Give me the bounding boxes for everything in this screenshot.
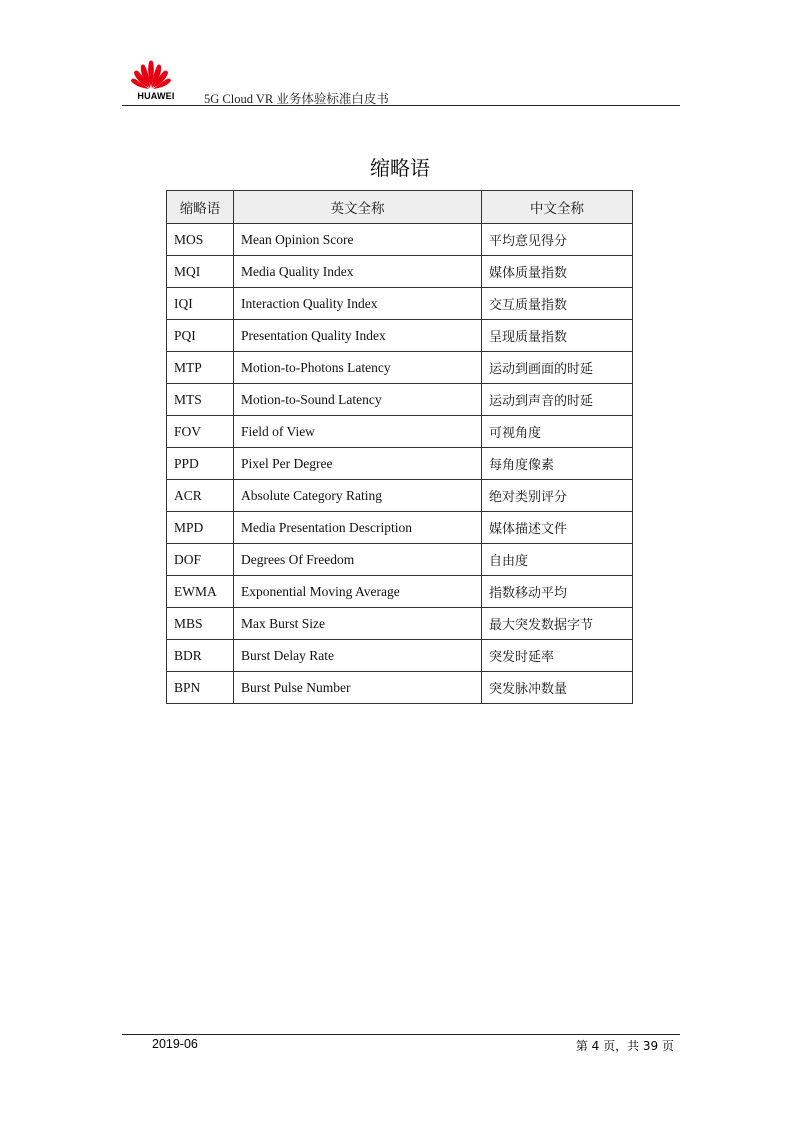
cell-chinese-name: 绝对类别评分 bbox=[482, 480, 633, 512]
page-header bbox=[122, 55, 680, 106]
cell-chinese-name: 平均意见得分 bbox=[482, 224, 633, 256]
table-row bbox=[167, 672, 633, 704]
table-row bbox=[167, 224, 633, 256]
table-row bbox=[167, 256, 633, 288]
table-body bbox=[167, 224, 633, 704]
cell-english-name: Media Presentation Description bbox=[234, 512, 482, 544]
cell-chinese-name: 媒体质量指数 bbox=[482, 256, 633, 288]
table-row bbox=[167, 576, 633, 608]
cell-chinese-name: 可视角度 bbox=[482, 416, 633, 448]
cell-chinese-name: 指数移动平均 bbox=[482, 576, 633, 608]
table-row bbox=[167, 384, 633, 416]
huawei-logo bbox=[128, 55, 174, 101]
table-row bbox=[167, 320, 633, 352]
cell-english-name: Max Burst Size bbox=[234, 608, 482, 640]
cell-chinese-name: 运动到画面的时延 bbox=[482, 352, 633, 384]
footer-page-number: 第 4 页，共 39 页 bbox=[575, 1039, 674, 1053]
cell-chinese-name: 自由度 bbox=[482, 544, 633, 576]
header-chinese-name: 中文全称 bbox=[482, 191, 633, 224]
cell-chinese-name: 媒体描述文件 bbox=[482, 512, 633, 544]
page-title: 缩略语 bbox=[370, 156, 430, 180]
cell-abbreviation: DOF bbox=[167, 544, 234, 576]
cell-abbreviation: BPN bbox=[167, 672, 234, 704]
cell-abbreviation: PQI bbox=[167, 320, 234, 352]
cell-english-name: Media Quality Index bbox=[234, 256, 482, 288]
table-row bbox=[167, 416, 633, 448]
table-row bbox=[167, 448, 633, 480]
table-row bbox=[167, 544, 633, 576]
header-english-name: 英文全称 bbox=[234, 191, 482, 224]
header-abbreviation: 缩略语 bbox=[167, 191, 234, 224]
cell-abbreviation: PPD bbox=[167, 448, 234, 480]
table-row bbox=[167, 288, 633, 320]
cell-english-name: Field of View bbox=[234, 416, 482, 448]
cell-english-name: Burst Delay Rate bbox=[234, 640, 482, 672]
cell-english-name: Motion-to-Photons Latency bbox=[234, 352, 482, 384]
cell-chinese-name: 运动到声音的时延 bbox=[482, 384, 633, 416]
cell-abbreviation: MTS bbox=[167, 384, 234, 416]
cell-abbreviation: EWMA bbox=[167, 576, 234, 608]
cell-english-name: Interaction Quality Index bbox=[234, 288, 482, 320]
footer-date: 2019-06 bbox=[152, 1037, 198, 1051]
cell-english-name: Presentation Quality Index bbox=[234, 320, 482, 352]
table-row bbox=[167, 640, 633, 672]
cell-chinese-name: 交互质量指数 bbox=[482, 288, 633, 320]
cell-abbreviation: MPD bbox=[167, 512, 234, 544]
cell-abbreviation: MTP bbox=[167, 352, 234, 384]
cell-abbreviation: FOV bbox=[167, 416, 234, 448]
cell-chinese-name: 每角度像素 bbox=[482, 448, 633, 480]
brand-wordmark: HUAWEI bbox=[137, 91, 175, 101]
cell-english-name: Pixel Per Degree bbox=[234, 448, 482, 480]
cell-abbreviation: IQI bbox=[167, 288, 234, 320]
table-row bbox=[167, 480, 633, 512]
cell-abbreviation: MQI bbox=[167, 256, 234, 288]
cell-chinese-name: 突发时延率 bbox=[482, 640, 633, 672]
cell-english-name: Absolute Category Rating bbox=[234, 480, 482, 512]
abbreviation-table bbox=[166, 190, 633, 704]
cell-english-name: Motion-to-Sound Latency bbox=[234, 384, 482, 416]
cell-chinese-name: 突发脉冲数量 bbox=[482, 672, 633, 704]
table-row bbox=[167, 608, 633, 640]
document-title: 5G Cloud VR 业务体验标准白皮书 bbox=[204, 92, 389, 106]
cell-abbreviation: ACR bbox=[167, 480, 234, 512]
cell-abbreviation: MOS bbox=[167, 224, 234, 256]
table-row bbox=[167, 352, 633, 384]
page-footer bbox=[122, 1034, 680, 1055]
table-header-row bbox=[167, 191, 633, 224]
huawei-petal-icon bbox=[130, 58, 172, 90]
cell-abbreviation: MBS bbox=[167, 608, 234, 640]
cell-english-name: Exponential Moving Average bbox=[234, 576, 482, 608]
cell-english-name: Burst Pulse Number bbox=[234, 672, 482, 704]
cell-english-name: Degrees Of Freedom bbox=[234, 544, 482, 576]
table-row bbox=[167, 512, 633, 544]
cell-english-name: Mean Opinion Score bbox=[234, 224, 482, 256]
cell-chinese-name: 最大突发数据字节 bbox=[482, 608, 633, 640]
cell-abbreviation: BDR bbox=[167, 640, 234, 672]
cell-chinese-name: 呈现质量指数 bbox=[482, 320, 633, 352]
